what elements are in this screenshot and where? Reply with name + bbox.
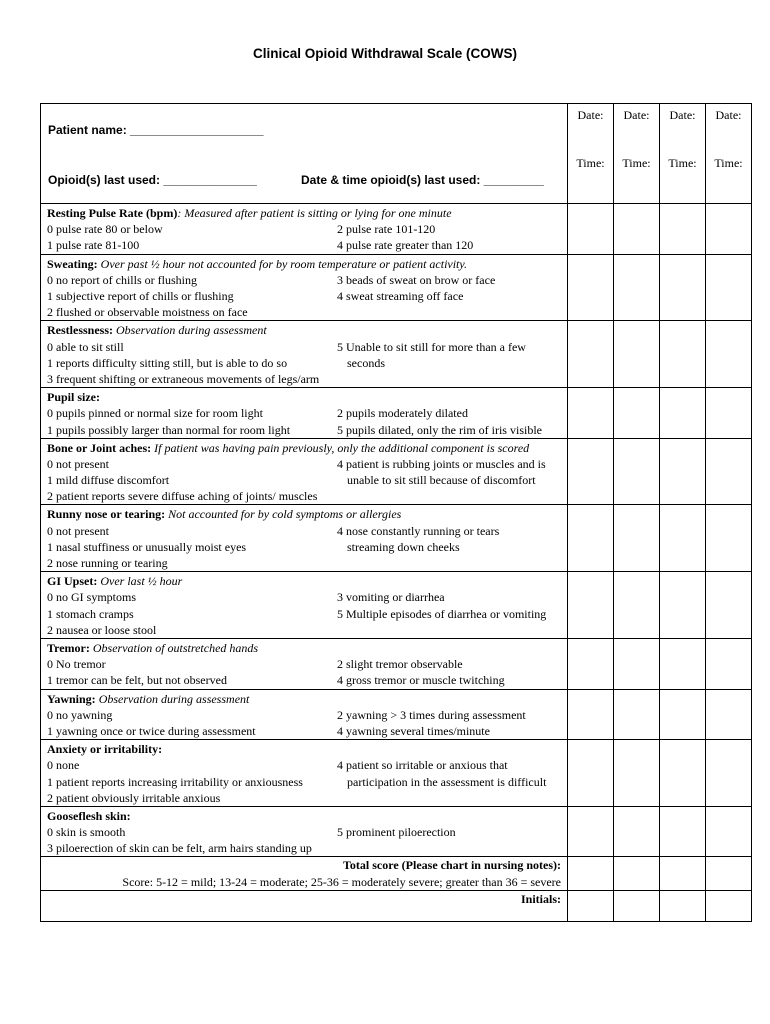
score-input-cell[interactable] — [614, 388, 660, 439]
score-input-cell[interactable] — [660, 740, 706, 807]
score-option-row — [47, 422, 567, 438]
score-option-right: seconds — [347, 355, 385, 370]
score-option-row — [47, 237, 567, 253]
score-key: Score: 5-12 = mild; 13-24 = moderate; 25-36 = moderately severe; greater than 36 = severe — [122, 874, 561, 889]
score-input-cell[interactable] — [568, 254, 614, 321]
score-input-cell[interactable] — [706, 204, 752, 255]
score-input-cell[interactable] — [614, 438, 660, 505]
score-option-row — [47, 456, 567, 472]
score-input-cell[interactable] — [660, 438, 706, 505]
score-option-left: 2 patient obviously irritable anxious — [47, 790, 221, 805]
score-input-cell[interactable] — [706, 572, 752, 639]
score-option-row — [47, 672, 567, 688]
score-input-cell[interactable] — [614, 505, 660, 572]
score-input-cell[interactable] — [568, 505, 614, 572]
total-row — [41, 857, 752, 890]
item-note: Observation during assessment — [95, 691, 250, 706]
item-heading — [47, 741, 567, 757]
total-score-label: Total score (Please chart in nursing notes): — [343, 858, 561, 873]
score-option-row — [47, 472, 567, 488]
score-input-cell[interactable] — [706, 388, 752, 439]
item-heading — [47, 389, 567, 405]
score-option-left: 1 patient reports increasing irritability or anxiousness — [47, 774, 303, 789]
score-option-left: 0 No tremor — [47, 657, 106, 672]
score-option-row — [47, 622, 567, 638]
date-time-cell-3[interactable]: Date: Time: — [660, 104, 706, 204]
item-heading — [47, 205, 567, 221]
score-option-left: 0 none — [47, 758, 80, 773]
score-option-left: 0 pupils pinned or normal size for room light — [47, 406, 263, 421]
score-input-cell[interactable] — [568, 638, 614, 689]
score-input-cell[interactable] — [706, 638, 752, 689]
score-option-right: 4 sweat streaming off face — [337, 288, 464, 303]
score-option-left: 1 nasal stuffiness or unusually moist eyes — [47, 539, 247, 554]
score-option-row — [47, 405, 567, 421]
score-input-cell[interactable] — [706, 689, 752, 740]
score-option-right: 3 vomiting or diarrhea — [337, 590, 445, 605]
score-option-right: 5 prominent piloerection — [337, 825, 456, 840]
date-time-last-used-field[interactable]: Date & time opioid(s) last used: _________ — [301, 173, 544, 187]
initials-input-2[interactable] — [614, 890, 660, 921]
score-option-row — [47, 555, 567, 571]
score-input-cell[interactable] — [660, 321, 706, 388]
item-description — [41, 689, 568, 740]
score-option-left: 2 nausea or loose stool — [47, 622, 157, 637]
score-input-cell[interactable] — [614, 204, 660, 255]
score-option-left: 3 frequent shifting or extraneous movements of legs/arm — [47, 371, 320, 386]
score-option-left: 0 skin is smooth — [47, 825, 126, 840]
score-option-row — [47, 221, 567, 237]
score-option-row — [47, 589, 567, 605]
item-row — [41, 388, 752, 439]
score-option-left: 1 mild diffuse discomfort — [47, 473, 170, 488]
score-option-right: 4 pulse rate greater than 120 — [337, 238, 474, 253]
score-input-cell[interactable] — [568, 204, 614, 255]
score-option-row — [47, 272, 567, 288]
item-title: Gooseflesh skin: — [47, 808, 131, 823]
score-input-cell[interactable] — [568, 321, 614, 388]
item-heading — [47, 256, 567, 272]
score-input-cell[interactable] — [614, 740, 660, 807]
score-input-cell[interactable] — [614, 572, 660, 639]
score-input-cell[interactable] — [660, 689, 706, 740]
score-input-cell[interactable] — [568, 388, 614, 439]
score-option-right: unable to sit still because of discomfort — [347, 473, 536, 488]
score-input-cell[interactable] — [706, 740, 752, 807]
total-score-input-2[interactable] — [614, 857, 660, 890]
item-description — [41, 806, 568, 857]
item-row — [41, 806, 752, 857]
item-title: Yawning: — [47, 691, 96, 706]
item-heading — [47, 691, 567, 707]
score-option-left: 1 yawning once or twice during assessment — [47, 723, 256, 738]
score-option-row — [47, 339, 567, 355]
item-title: Resting Pulse Rate (bpm) — [47, 206, 178, 220]
item-description — [41, 505, 568, 572]
score-option-right: 2 pulse rate 101-120 — [337, 222, 436, 237]
score-option-row — [47, 824, 567, 840]
total-score-input-4[interactable] — [706, 857, 752, 890]
initials-input-1[interactable] — [568, 890, 614, 921]
symptom-items — [41, 204, 752, 857]
score-input-cell[interactable] — [614, 321, 660, 388]
total-score-cell — [41, 857, 568, 890]
score-input-cell[interactable] — [614, 254, 660, 321]
date-time-cell-1[interactable]: Date: Time: — [568, 104, 614, 204]
item-title: Sweating: — [47, 256, 98, 271]
item-row — [41, 572, 752, 639]
score-option-row — [47, 774, 567, 790]
item-description — [41, 204, 568, 255]
score-input-cell[interactable] — [660, 204, 706, 255]
score-input-cell[interactable] — [706, 254, 752, 321]
score-input-cell[interactable] — [614, 806, 660, 857]
cows-table — [40, 103, 752, 922]
initials-row — [41, 890, 752, 921]
item-title: Tremor: — [47, 640, 90, 655]
item-description — [41, 438, 568, 505]
initials-input-3[interactable] — [660, 890, 706, 921]
item-description — [41, 254, 568, 321]
score-option-left: 0 not present — [47, 456, 109, 471]
score-option-left: 1 pupils possibly larger than normal for room light — [47, 422, 291, 437]
date-time-cell-2[interactable]: Date: Time: — [614, 104, 660, 204]
score-option-left: 0 able to sit still — [47, 339, 124, 354]
patient-name-field[interactable]: Patient name: ____________________ — [48, 123, 264, 137]
score-option-right: 4 patient so irritable or anxious that — [337, 758, 508, 773]
item-heading — [47, 506, 567, 522]
item-note: : Measured after patient is sitting or lying for one minute — [177, 206, 452, 220]
score-option-row — [47, 723, 567, 739]
score-option-right: 5 pupils dilated, only the rim of iris visible — [337, 422, 542, 437]
item-row — [41, 740, 752, 807]
score-option-row — [47, 288, 567, 304]
score-option-left: 2 patient reports severe diffuse aching of joints/ muscles — [47, 489, 318, 504]
opioid-last-used-field[interactable]: Opioid(s) last used: ______________ — [48, 173, 257, 187]
item-heading — [47, 322, 567, 338]
initials-input-4[interactable] — [706, 890, 752, 921]
score-option-row — [47, 840, 567, 856]
score-input-cell[interactable] — [568, 438, 614, 505]
item-title: Anxiety or irritability: — [47, 742, 163, 757]
score-option-row — [47, 757, 567, 773]
initials-label: Initials: — [41, 890, 568, 921]
score-input-cell[interactable] — [706, 438, 752, 505]
score-option-left: 0 no yawning — [47, 707, 113, 722]
item-row — [41, 204, 752, 255]
item-description — [41, 572, 568, 639]
score-option-left: 0 no GI symptoms — [47, 590, 137, 605]
score-option-right: 3 beads of sweat on brow or face — [337, 272, 496, 287]
score-input-cell[interactable] — [660, 806, 706, 857]
score-option-row — [47, 707, 567, 723]
score-option-row — [47, 355, 567, 371]
item-heading — [47, 640, 567, 656]
score-option-row — [47, 523, 567, 539]
item-row — [41, 638, 752, 689]
score-option-right: 2 slight tremor observable — [337, 657, 463, 672]
item-row — [41, 254, 752, 321]
score-input-cell[interactable] — [568, 572, 614, 639]
score-option-left: 0 not present — [47, 523, 109, 538]
item-row — [41, 505, 752, 572]
score-option-row — [47, 371, 567, 387]
item-description — [41, 321, 568, 388]
item-heading — [47, 573, 567, 589]
score-option-right: 5 Unable to sit still for more than a few — [337, 339, 526, 354]
score-option-right: 4 nose constantly running or tears — [337, 523, 500, 538]
item-description — [41, 388, 568, 439]
score-input-cell[interactable] — [568, 740, 614, 807]
item-title: Pupil size: — [47, 390, 100, 405]
item-heading — [47, 440, 567, 456]
item-note: Observation during assessment — [113, 323, 267, 338]
score-option-left: 2 flushed or observable moistness on face — [47, 305, 248, 320]
score-option-left: 0 pulse rate 80 or below — [47, 222, 163, 237]
item-description — [41, 740, 568, 807]
item-row — [41, 321, 752, 388]
form-title: Clinical Opioid Withdrawal Scale (COWS) — [253, 46, 517, 61]
item-description — [41, 638, 568, 689]
score-option-right: 4 yawning several times/minute — [337, 723, 490, 738]
date-time-cell-4[interactable]: Date: Time: — [706, 104, 752, 204]
score-option-row — [47, 304, 567, 320]
total-score-input-3[interactable] — [660, 857, 706, 890]
score-option-left: 0 no report of chills or flushing — [47, 272, 197, 287]
total-score-input-1[interactable] — [568, 857, 614, 890]
score-option-row — [47, 606, 567, 622]
score-option-right: 4 patient is rubbing joints or muscles and is — [337, 456, 546, 471]
item-title: Runny nose or tearing: — [47, 507, 166, 522]
item-note: Not accounted for by cold symptoms or allergies — [165, 507, 402, 522]
item-row — [41, 438, 752, 505]
score-option-left: 1 stomach cramps — [47, 606, 134, 621]
score-input-cell[interactable] — [706, 806, 752, 857]
score-option-right: 2 yawning > 3 times during assessment — [337, 707, 526, 722]
score-option-left: 1 subjective report of chills or flushing — [47, 288, 234, 303]
score-input-cell[interactable] — [706, 505, 752, 572]
score-input-cell[interactable] — [660, 572, 706, 639]
score-option-right: participation in the assessment is difficult — [347, 774, 547, 789]
patient-info-cell — [41, 104, 568, 204]
score-option-right: streaming down cheeks — [347, 539, 460, 554]
item-note: If patient was having pain previously, only the additional component is scored — [151, 440, 530, 455]
item-title: GI Upset: — [47, 574, 98, 589]
score-option-left: 3 piloerection of skin can be felt, arm hairs standing up — [47, 841, 312, 856]
score-input-cell[interactable] — [660, 388, 706, 439]
score-input-cell[interactable] — [706, 321, 752, 388]
score-option-left: 1 tremor can be felt, but not observed — [47, 673, 227, 688]
item-note: Over last ½ hour — [97, 574, 183, 589]
score-input-cell[interactable] — [614, 638, 660, 689]
item-note: Over past ½ hour not accounted for by room temperature or patient activity. — [97, 256, 468, 271]
item-title: Bone or Joint aches: — [47, 440, 152, 455]
score-option-row — [47, 488, 567, 504]
score-option-left: 1 pulse rate 81-100 — [47, 238, 140, 253]
item-heading — [47, 808, 567, 824]
header-row — [41, 104, 752, 204]
score-option-row — [47, 656, 567, 672]
score-input-cell[interactable] — [660, 254, 706, 321]
score-option-right: 4 gross tremor or muscle twitching — [337, 673, 505, 688]
score-input-cell[interactable] — [568, 806, 614, 857]
item-row — [41, 689, 752, 740]
score-input-cell[interactable] — [614, 689, 660, 740]
score-option-right: 2 pupils moderately dilated — [337, 406, 468, 421]
score-input-cell[interactable] — [660, 505, 706, 572]
score-option-right: 5 Multiple episodes of diarrhea or vomiting — [337, 606, 547, 621]
score-option-left: 2 nose running or tearing — [47, 556, 168, 571]
item-note: Observation of outstretched hands — [89, 640, 259, 655]
score-option-row — [47, 539, 567, 555]
score-input-cell[interactable] — [568, 689, 614, 740]
item-title: Restlessness: — [47, 323, 113, 338]
score-input-cell[interactable] — [660, 638, 706, 689]
score-option-left: 1 reports difficulty sitting still, but is able to do so — [47, 355, 288, 370]
score-option-row — [47, 790, 567, 806]
